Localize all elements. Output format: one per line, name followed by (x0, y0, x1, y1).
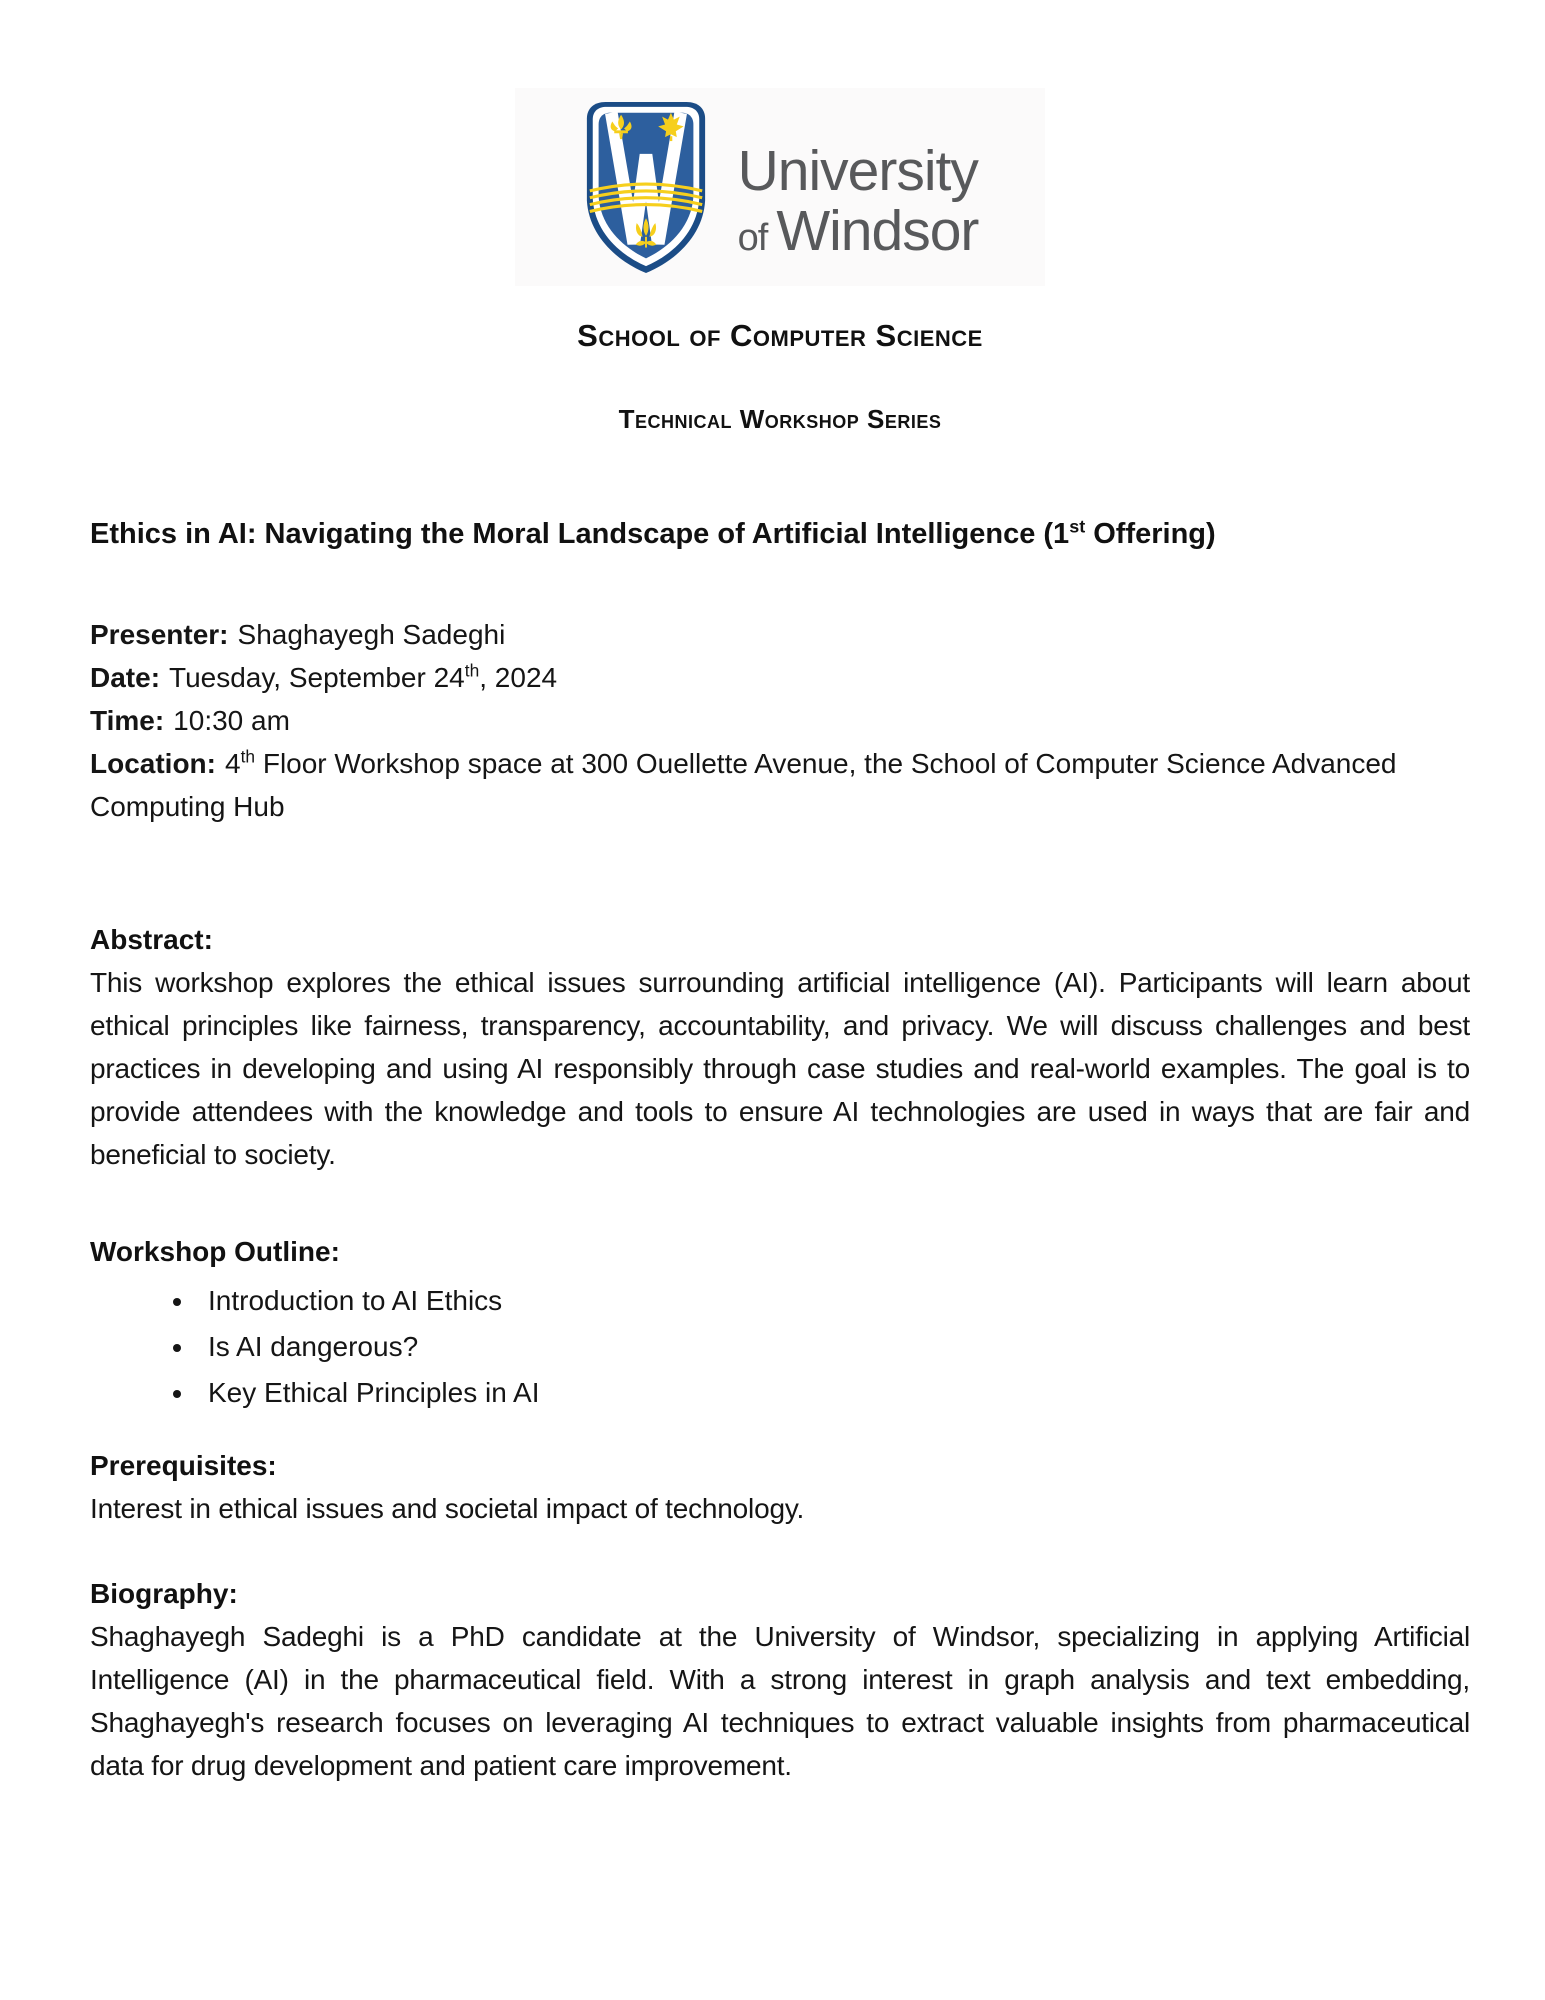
abstract-body: This workshop explores the ethical issues surrounding artificial intelligence (AI). Participants will learn about ethical principles like fairness, transparency, accountability, and privacy. We will discuss challenges and best practices in developing and using AI responsibly through case studies and real-world examples. The goal is to provide attendees with the knowledge and tools to ensure AI technologies are used in ways that are fair and beneficial to society. (90, 967, 1470, 1170)
university-wordmark (737, 115, 979, 263)
outline-item: • Key Ethical Principles in AI (196, 1370, 1470, 1416)
presenter-line (90, 613, 1470, 656)
wordmark-windsor: Windsor (776, 198, 979, 263)
outline-section (90, 1230, 1470, 1416)
wordmark-of: of (737, 216, 768, 259)
date-line (90, 656, 1470, 699)
abstract-heading: Abstract: (90, 924, 213, 955)
date-superscript: th (464, 660, 480, 681)
location-superscript: th (240, 746, 256, 767)
date-value-end: , 2024 (479, 662, 558, 693)
wordmark-university: University (737, 138, 978, 203)
time-label: Time: (90, 705, 165, 736)
title-superscript: st (1069, 516, 1086, 537)
outline-list (90, 1278, 1470, 1416)
location-value: 4 (225, 748, 241, 779)
university-of-windsor-logo (515, 88, 1045, 286)
prerequisites-body: Interest in ethical issues and societal impact of technology. (90, 1493, 805, 1524)
workshop-title (90, 515, 1470, 553)
biography-heading: Biography: (90, 1578, 238, 1609)
title-text: Ethics in AI: Navigating the Moral Landscape of Artificial Intelligence (1 (90, 518, 1070, 550)
date-label: Date: (90, 662, 161, 693)
date-value: Tuesday, September 24 (169, 662, 465, 693)
series-heading: Technical Workshop Series (618, 404, 942, 434)
location-line (90, 742, 1470, 828)
presenter-value: Shaghayegh Sadeghi (237, 619, 506, 650)
location-label: Location: (90, 748, 216, 779)
outline-item: • Introduction to AI Ethics (196, 1278, 1470, 1324)
time-line (90, 699, 1470, 742)
abstract-section (90, 918, 1470, 1176)
university-shield-icon (582, 99, 710, 275)
biography-body: Shaghayegh Sadeghi is a PhD candidate at the University of Windsor, specializing in applying Artificial Intelligence (AI) in the pharmaceutical field. With a strong interest in graph analysis and text embedding, Shaghayegh's research focuses on leveraging AI techniques to extract valuable insights from pharmaceutical data for drug development and patient care improvement. (90, 1621, 1470, 1781)
school-heading: School of Computer Science (577, 318, 983, 353)
time-value: 10:30 am (173, 705, 290, 736)
prerequisites-section (90, 1444, 1470, 1530)
title-text-end: Offering) (1085, 518, 1216, 550)
prerequisites-heading: Prerequisites: (90, 1450, 277, 1481)
event-details (90, 613, 1470, 828)
outline-heading: Workshop Outline: (90, 1236, 340, 1267)
biography-section (90, 1572, 1470, 1787)
location-value-end: Floor Workshop space at 300 Ouellette Avenue, the School of Computer Science Advanced Computing Hub (90, 748, 1397, 822)
presenter-label: Presenter: (90, 619, 229, 650)
outline-item: • Is AI dangerous? (196, 1324, 1470, 1370)
